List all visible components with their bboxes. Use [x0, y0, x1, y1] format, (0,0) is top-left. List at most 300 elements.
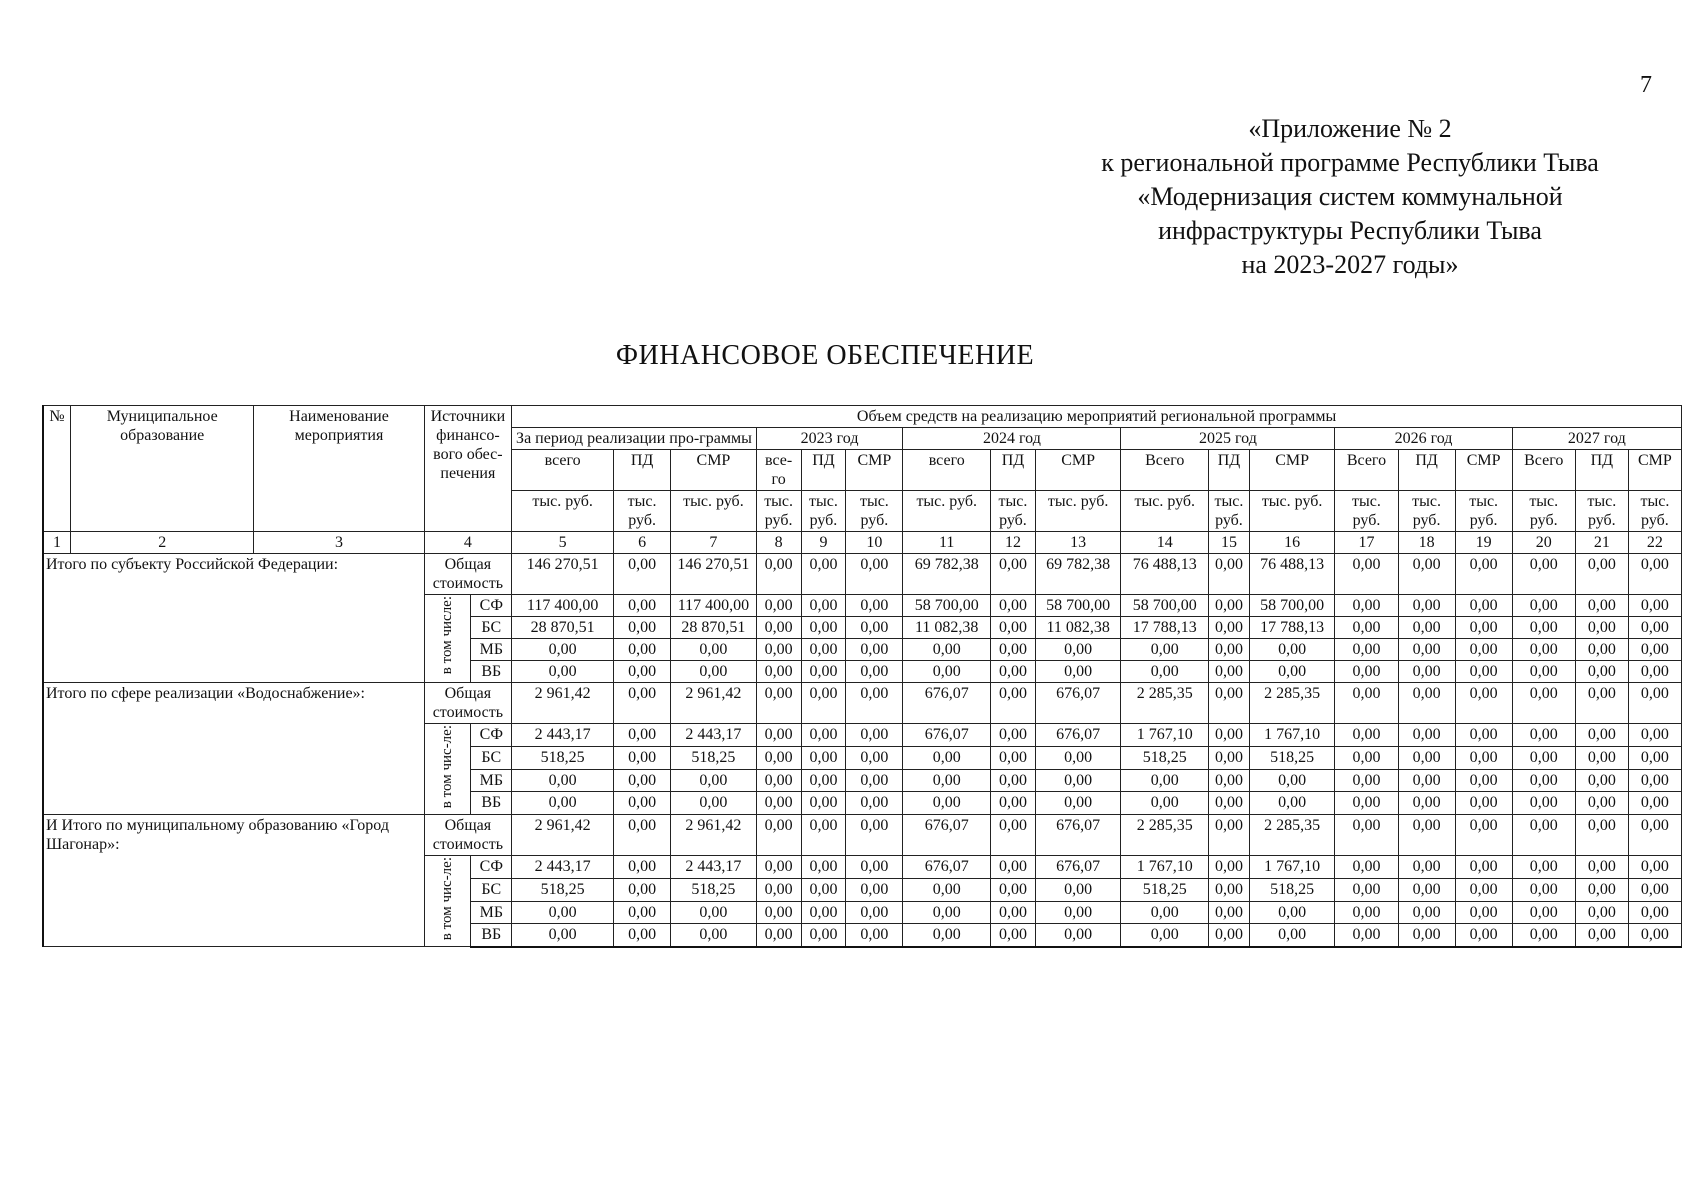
value-cell: 0,00	[1249, 901, 1335, 924]
value-cell: 0,00	[846, 769, 903, 792]
value-cell: 0,00	[1628, 815, 1681, 856]
column-number: 21	[1575, 532, 1628, 554]
value-cell: 0,00	[801, 724, 846, 747]
source-label: ВБ	[471, 924, 512, 947]
value-cell: 0,00	[1209, 769, 1250, 792]
value-cell: 0,00	[671, 924, 757, 947]
value-cell: 0,00	[1628, 769, 1681, 792]
value-cell: 0,00	[903, 746, 991, 769]
header-unit: тыс. руб.	[1121, 491, 1209, 532]
value-cell: 0,00	[903, 792, 991, 815]
value-cell: 0,00	[756, 661, 801, 683]
value-cell: 0,00	[512, 924, 614, 947]
value-cell: 0,00	[903, 878, 991, 901]
header-year: 2025 год	[1121, 428, 1335, 450]
value-cell: 0,00	[1628, 878, 1681, 901]
value-cell: 17 788,13	[1121, 617, 1209, 639]
value-cell: 0,00	[991, 924, 1036, 947]
value-cell: 0,00	[1209, 724, 1250, 747]
value-cell: 0,00	[1121, 661, 1209, 683]
column-number-row	[43, 532, 1682, 554]
value-cell: 0,00	[1512, 792, 1575, 815]
value-cell: 0,00	[991, 617, 1036, 639]
header-unit: тыс. руб.	[1455, 491, 1512, 532]
header-unit: тыс. руб.	[1628, 491, 1681, 532]
value-cell: 0,00	[1575, 554, 1628, 595]
value-cell: 0,00	[1575, 661, 1628, 683]
value-cell: 17 788,13	[1249, 617, 1335, 639]
total-cost-label: Общая стоимость	[424, 815, 512, 856]
value-cell: 0,00	[1455, 792, 1512, 815]
value-cell: 0,00	[1455, 683, 1512, 724]
value-cell: 0,00	[846, 661, 903, 683]
value-cell: 0,00	[1628, 554, 1681, 595]
header-unit: тыс. руб.	[671, 491, 757, 532]
value-cell: 0,00	[614, 683, 671, 724]
value-cell: 117 400,00	[671, 595, 757, 617]
value-cell: 0,00	[1512, 661, 1575, 683]
value-cell: 518,25	[671, 878, 757, 901]
value-cell: 0,00	[1121, 901, 1209, 924]
value-cell: 0,00	[614, 554, 671, 595]
value-cell: 0,00	[614, 595, 671, 617]
including-label	[424, 724, 471, 815]
value-cell: 0,00	[801, 617, 846, 639]
value-cell: 0,00	[512, 792, 614, 815]
value-cell: 0,00	[1335, 554, 1398, 595]
header-unit: тыс. руб.	[1512, 491, 1575, 532]
value-cell: 28 870,51	[512, 617, 614, 639]
column-number: 5	[512, 532, 614, 554]
value-cell: 0,00	[1335, 815, 1398, 856]
value-cell: 0,00	[1575, 792, 1628, 815]
header-sub-label: Всего	[1512, 450, 1575, 491]
header-sub-label: СМР	[1628, 450, 1681, 491]
value-cell: 676,07	[1035, 856, 1121, 879]
appendix-line: к региональной программе Республики Тыва	[1101, 148, 1599, 177]
header-year: 2024 год	[903, 428, 1121, 450]
value-cell: 0,00	[614, 878, 671, 901]
value-cell: 0,00	[1209, 683, 1250, 724]
column-number: 19	[1455, 532, 1512, 554]
value-cell: 0,00	[846, 639, 903, 661]
value-cell: 0,00	[1512, 815, 1575, 856]
value-cell: 0,00	[1398, 815, 1455, 856]
value-cell: 0,00	[903, 639, 991, 661]
section-title: И Итого по муниципальному образованию «Город Шагонар»:	[43, 815, 424, 947]
value-cell: 0,00	[1455, 878, 1512, 901]
value-cell: 0,00	[1249, 924, 1335, 947]
value-cell: 0,00	[756, 554, 801, 595]
value-cell: 0,00	[1628, 595, 1681, 617]
value-cell: 0,00	[1512, 901, 1575, 924]
value-cell: 0,00	[1335, 792, 1398, 815]
value-cell: 0,00	[991, 661, 1036, 683]
value-cell: 0,00	[1035, 746, 1121, 769]
column-number: 15	[1209, 532, 1250, 554]
value-cell: 0,00	[846, 554, 903, 595]
header-unit: тыс. руб.	[991, 491, 1036, 532]
value-cell: 0,00	[756, 769, 801, 792]
value-cell: 2 961,42	[671, 683, 757, 724]
column-number: 11	[903, 532, 991, 554]
value-cell: 0,00	[1575, 815, 1628, 856]
value-cell: 0,00	[756, 856, 801, 879]
value-cell: 0,00	[991, 878, 1036, 901]
value-cell: 0,00	[1209, 554, 1250, 595]
table-header	[43, 406, 1682, 554]
value-cell: 0,00	[903, 924, 991, 947]
value-cell: 0,00	[1121, 769, 1209, 792]
value-cell: 0,00	[991, 746, 1036, 769]
header-sub-label: ПД	[801, 450, 846, 491]
value-cell: 0,00	[512, 901, 614, 924]
value-cell: 0,00	[991, 901, 1036, 924]
value-cell: 0,00	[846, 878, 903, 901]
value-cell: 0,00	[991, 856, 1036, 879]
value-cell: 0,00	[1398, 746, 1455, 769]
value-cell: 0,00	[903, 901, 991, 924]
value-cell: 0,00	[1398, 724, 1455, 747]
header-sub-label: СМР	[1249, 450, 1335, 491]
value-cell: 0,00	[756, 724, 801, 747]
value-cell: 0,00	[846, 792, 903, 815]
value-cell: 0,00	[1398, 639, 1455, 661]
value-cell: 0,00	[991, 595, 1036, 617]
value-cell: 0,00	[991, 724, 1036, 747]
value-cell: 0,00	[1455, 746, 1512, 769]
value-cell: 0,00	[1575, 856, 1628, 879]
value-cell: 0,00	[1398, 595, 1455, 617]
header-sub-label: СМР	[671, 450, 757, 491]
value-cell: 0,00	[846, 901, 903, 924]
source-label: МБ	[471, 769, 512, 792]
value-cell: 0,00	[1398, 792, 1455, 815]
value-cell: 0,00	[1575, 924, 1628, 947]
column-number: 12	[991, 532, 1036, 554]
value-cell: 69 782,38	[1035, 554, 1121, 595]
value-cell: 0,00	[846, 617, 903, 639]
value-cell: 0,00	[903, 769, 991, 792]
value-cell: 2 285,35	[1249, 683, 1335, 724]
value-cell: 0,00	[614, 617, 671, 639]
header-unit: тыс. руб.	[801, 491, 846, 532]
header-period: За период реализации про-граммы	[512, 428, 757, 450]
value-cell: 58 700,00	[1035, 595, 1121, 617]
table-row	[43, 683, 1682, 724]
value-cell: 0,00	[1628, 661, 1681, 683]
value-cell: 0,00	[1398, 661, 1455, 683]
column-number: 22	[1628, 532, 1681, 554]
value-cell: 1 767,10	[1121, 856, 1209, 879]
value-cell: 0,00	[614, 746, 671, 769]
value-cell: 0,00	[1035, 769, 1121, 792]
value-cell: 0,00	[1209, 639, 1250, 661]
section-title: Итого по субъекту Российской Федерации:	[43, 554, 424, 683]
value-cell: 676,07	[903, 856, 991, 879]
value-cell: 0,00	[903, 661, 991, 683]
value-cell: 0,00	[512, 769, 614, 792]
value-cell: 0,00	[756, 595, 801, 617]
appendix-line: инфраструктуры Республики Тыва	[1158, 216, 1542, 245]
value-cell: 0,00	[1628, 617, 1681, 639]
value-cell: 0,00	[614, 661, 671, 683]
value-cell: 0,00	[1121, 792, 1209, 815]
value-cell: 0,00	[671, 901, 757, 924]
value-cell: 0,00	[1335, 924, 1398, 947]
value-cell: 0,00	[1209, 901, 1250, 924]
value-cell: 0,00	[1035, 901, 1121, 924]
value-cell: 0,00	[1455, 901, 1512, 924]
value-cell: 0,00	[756, 683, 801, 724]
value-cell: 0,00	[671, 661, 757, 683]
header-unit: тыс. руб.	[1575, 491, 1628, 532]
value-cell: 0,00	[1575, 639, 1628, 661]
value-cell: 58 700,00	[1121, 595, 1209, 617]
source-label: СФ	[471, 724, 512, 747]
section-title: Итого по сфере реализации «Водоснабжение»:	[43, 683, 424, 815]
total-cost-label: Общая стоимость	[424, 683, 512, 724]
appendix-line: «Модернизация систем коммунальной	[1137, 182, 1563, 211]
value-cell: 0,00	[1628, 683, 1681, 724]
value-cell: 518,25	[1121, 746, 1209, 769]
value-cell: 69 782,38	[903, 554, 991, 595]
value-cell: 0,00	[1575, 724, 1628, 747]
total-cost-label: Общая стоимость	[424, 554, 512, 595]
value-cell: 1 767,10	[1249, 856, 1335, 879]
value-cell: 0,00	[1398, 878, 1455, 901]
header-volume: Объем средств на реализацию мероприятий региональной программы	[512, 406, 1682, 428]
value-cell: 2 285,35	[1249, 815, 1335, 856]
value-cell: 0,00	[1335, 769, 1398, 792]
value-cell: 0,00	[1035, 639, 1121, 661]
value-cell: 0,00	[1335, 724, 1398, 747]
value-cell: 2 961,42	[512, 683, 614, 724]
value-cell: 0,00	[801, 878, 846, 901]
column-number: 8	[756, 532, 801, 554]
value-cell: 0,00	[801, 595, 846, 617]
value-cell: 0,00	[1398, 901, 1455, 924]
value-cell: 11 082,38	[1035, 617, 1121, 639]
value-cell: 0,00	[1209, 878, 1250, 901]
value-cell: 0,00	[846, 595, 903, 617]
value-cell: 58 700,00	[903, 595, 991, 617]
value-cell: 0,00	[614, 901, 671, 924]
value-cell: 518,25	[512, 878, 614, 901]
value-cell: 0,00	[801, 901, 846, 924]
value-cell: 0,00	[1209, 856, 1250, 879]
column-number: 3	[254, 532, 424, 554]
header-municipality: Муниципальное образование	[71, 406, 254, 532]
value-cell: 0,00	[991, 769, 1036, 792]
source-label: БС	[471, 878, 512, 901]
value-cell: 28 870,51	[671, 617, 757, 639]
column-number: 17	[1335, 532, 1398, 554]
value-cell: 2 961,42	[512, 815, 614, 856]
value-cell: 2 285,35	[1121, 815, 1209, 856]
value-cell: 676,07	[903, 683, 991, 724]
column-number: 14	[1121, 532, 1209, 554]
value-cell: 0,00	[1398, 856, 1455, 879]
value-cell: 146 270,51	[512, 554, 614, 595]
header-num: №	[43, 406, 71, 532]
value-cell: 0,00	[512, 661, 614, 683]
source-label: БС	[471, 746, 512, 769]
value-cell: 0,00	[1628, 746, 1681, 769]
appendix-caption	[1040, 112, 1660, 282]
value-cell: 0,00	[991, 792, 1036, 815]
value-cell: 0,00	[801, 554, 846, 595]
value-cell: 117 400,00	[512, 595, 614, 617]
value-cell: 11 082,38	[903, 617, 991, 639]
value-cell: 676,07	[1035, 815, 1121, 856]
value-cell: 0,00	[1455, 639, 1512, 661]
value-cell: 0,00	[1512, 724, 1575, 747]
value-cell: 0,00	[756, 617, 801, 639]
value-cell: 676,07	[1035, 724, 1121, 747]
value-cell: 0,00	[1398, 554, 1455, 595]
value-cell: 0,00	[846, 724, 903, 747]
source-label: БС	[471, 617, 512, 639]
header-year: 2023 год	[756, 428, 903, 450]
column-number: 13	[1035, 532, 1121, 554]
header-sub-label: СМР	[1035, 450, 1121, 491]
column-number: 10	[846, 532, 903, 554]
value-cell: 0,00	[1398, 683, 1455, 724]
value-cell: 0,00	[756, 924, 801, 947]
value-cell: 0,00	[1209, 815, 1250, 856]
header-sub-label: всего	[512, 450, 614, 491]
value-cell: 2 443,17	[671, 856, 757, 879]
value-cell: 2 285,35	[1121, 683, 1209, 724]
value-cell: 0,00	[756, 792, 801, 815]
source-label: СФ	[471, 595, 512, 617]
header-year: 2026 год	[1335, 428, 1512, 450]
value-cell: 0,00	[512, 639, 614, 661]
value-cell: 0,00	[1209, 792, 1250, 815]
value-cell: 0,00	[846, 683, 903, 724]
header-unit: тыс. руб.	[512, 491, 614, 532]
value-cell: 0,00	[614, 769, 671, 792]
header-unit: тыс. руб.	[846, 491, 903, 532]
column-number: 20	[1512, 532, 1575, 554]
header-unit: тыс. руб.	[1398, 491, 1455, 532]
value-cell: 0,00	[801, 639, 846, 661]
header-sub-label: ПД	[1209, 450, 1250, 491]
value-cell: 0,00	[1335, 901, 1398, 924]
value-cell: 0,00	[614, 792, 671, 815]
value-cell: 0,00	[801, 924, 846, 947]
table-body	[43, 554, 1682, 947]
source-label: МБ	[471, 901, 512, 924]
value-cell: 0,00	[1575, 617, 1628, 639]
value-cell: 0,00	[991, 815, 1036, 856]
value-cell: 676,07	[1035, 683, 1121, 724]
value-cell: 0,00	[1512, 924, 1575, 947]
value-cell: 0,00	[801, 661, 846, 683]
value-cell: 676,07	[903, 724, 991, 747]
value-cell: 0,00	[1335, 617, 1398, 639]
value-cell: 0,00	[1512, 595, 1575, 617]
value-cell: 0,00	[1209, 595, 1250, 617]
value-cell: 76 488,13	[1249, 554, 1335, 595]
value-cell: 0,00	[1455, 617, 1512, 639]
value-cell: 0,00	[1512, 878, 1575, 901]
value-cell: 0,00	[1575, 878, 1628, 901]
value-cell: 0,00	[1335, 878, 1398, 901]
header-unit: тыс. руб.	[1249, 491, 1335, 532]
source-label: МБ	[471, 639, 512, 661]
value-cell: 0,00	[1455, 924, 1512, 947]
value-cell: 0,00	[801, 769, 846, 792]
value-cell: 0,00	[1249, 769, 1335, 792]
header-unit: тыс. руб.	[614, 491, 671, 532]
value-cell: 0,00	[1455, 856, 1512, 879]
page-number: 7	[1640, 72, 1652, 98]
column-number: 16	[1249, 532, 1335, 554]
value-cell: 0,00	[756, 901, 801, 924]
value-cell: 0,00	[1512, 769, 1575, 792]
header-sub-label: всего	[903, 450, 991, 491]
value-cell: 0,00	[1512, 617, 1575, 639]
value-cell: 0,00	[1249, 639, 1335, 661]
table-row	[43, 554, 1682, 595]
including-label-text: в том чис-ле:	[439, 725, 456, 809]
including-label-text: в том чис-ле:	[439, 857, 456, 941]
value-cell: 76 488,13	[1121, 554, 1209, 595]
header-sub-label: ПД	[1575, 450, 1628, 491]
header-sub-label: все-го	[756, 450, 801, 491]
header-sub-label: СМР	[846, 450, 903, 491]
value-cell: 0,00	[671, 792, 757, 815]
value-cell: 0,00	[1455, 554, 1512, 595]
value-cell: 2 961,42	[671, 815, 757, 856]
value-cell: 0,00	[1209, 617, 1250, 639]
header-unit: тыс. руб.	[756, 491, 801, 532]
document-title: ФИНАНСОВОЕ ОБЕСПЕЧЕНИЕ	[615, 340, 1035, 371]
value-cell: 0,00	[1335, 595, 1398, 617]
value-cell: 0,00	[1398, 924, 1455, 947]
header-sub-label: СМР	[1455, 450, 1512, 491]
value-cell: 0,00	[1209, 746, 1250, 769]
value-cell: 0,00	[1249, 792, 1335, 815]
value-cell: 1 767,10	[1121, 724, 1209, 747]
including-label-text: в том числе:	[439, 596, 456, 675]
value-cell: 0,00	[1335, 639, 1398, 661]
value-cell: 0,00	[1512, 554, 1575, 595]
value-cell: 0,00	[1335, 856, 1398, 879]
value-cell: 518,25	[1121, 878, 1209, 901]
value-cell: 0,00	[1628, 792, 1681, 815]
value-cell: 0,00	[1575, 901, 1628, 924]
value-cell: 0,00	[1628, 901, 1681, 924]
value-cell: 0,00	[671, 769, 757, 792]
value-cell: 0,00	[614, 639, 671, 661]
value-cell: 0,00	[1512, 856, 1575, 879]
value-cell: 0,00	[1335, 746, 1398, 769]
value-cell: 0,00	[1035, 661, 1121, 683]
header-sub-label: Всего	[1335, 450, 1398, 491]
including-label	[424, 856, 471, 947]
value-cell: 0,00	[846, 815, 903, 856]
value-cell: 518,25	[1249, 878, 1335, 901]
value-cell: 0,00	[1512, 639, 1575, 661]
value-cell: 518,25	[671, 746, 757, 769]
header-unit: тыс. руб.	[1035, 491, 1121, 532]
column-number: 7	[671, 532, 757, 554]
value-cell: 0,00	[1512, 746, 1575, 769]
header-year: 2027 год	[1512, 428, 1681, 450]
